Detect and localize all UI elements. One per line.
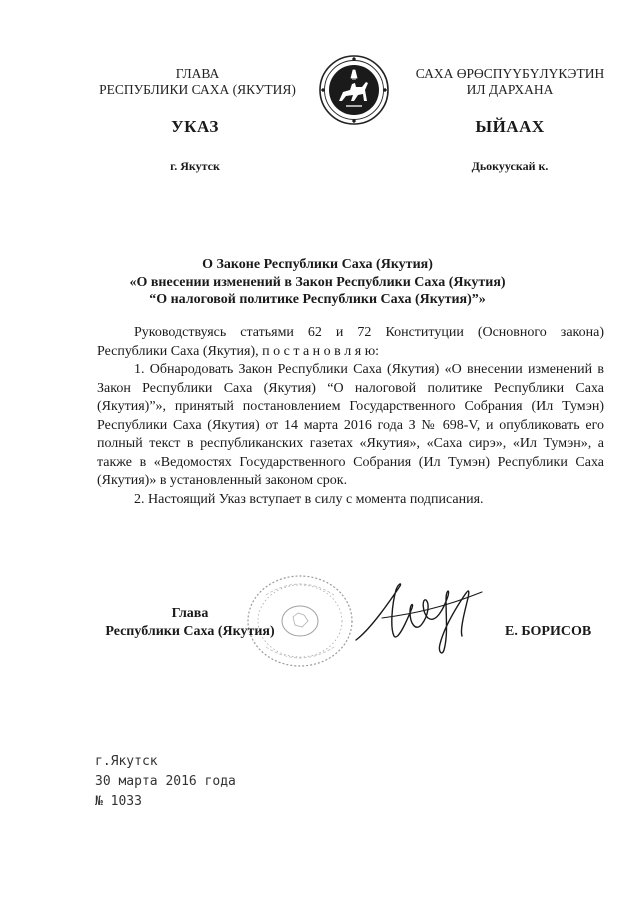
title-line-1: О Законе Республики Саха (Якутия)	[202, 257, 433, 272]
footer-number: № 1033	[95, 794, 142, 809]
document-footer	[95, 752, 236, 812]
body-paragraph-item-1: 1. Обнародовать Закон Республики Саха (Якутия) «О внесении изменений в Закон Республики Саха (Якутия) “О налоговой политике Республики Саха (Якутия)”», принятый постановлением Государственного Собрания (Ил Тумэн) Республики Саха (Якутия) от 14 марта 2016 года З № 698-V, и опубликовать его полный текст в республиканских газетах «Якутия», «Саха сирэ», «Ил Тумэн», а также в «Ведомостях Государственного Собрания (Ил Тумэн) Республики Саха (Якутия)» в установленный законом срок.	[97, 362, 604, 488]
title-line-2: «О внесении изменений в Закон Республики Саха (Якутия)	[129, 274, 506, 290]
signatory-name: Е. БОРИСОВ	[505, 624, 592, 639]
signatory-title	[95, 605, 285, 641]
footer-date: 30 марта 2016 года	[95, 774, 236, 789]
header-left-block	[85, 66, 310, 98]
header-right-block	[395, 66, 625, 98]
body-paragraph-preamble: Руководствуясь статьями 62 и 72 Конституции (Основного закона) Республики Саха (Якутия), п о с т а н о в л я ю:	[97, 325, 604, 359]
title-line-3: “О налоговой политике Республики Саха (Якутия)”»	[149, 292, 486, 307]
footer-city: г.Якутск	[95, 754, 158, 769]
signatory-title-line2: Республики Саха (Якутия)	[105, 624, 275, 639]
doc-type-left: УКАЗ	[171, 117, 219, 136]
handwritten-signature	[352, 578, 502, 658]
header-left-line2: РЕСПУБЛИКИ САХА (ЯКУТИЯ)	[99, 82, 296, 97]
header-right-line2: ИЛ ДАРХАНА	[466, 82, 554, 97]
coat-of-arms-sakha-icon	[318, 54, 390, 126]
signatory-title-line1: Глава	[171, 606, 209, 621]
doc-type-right: ЫЙААХ	[475, 117, 545, 136]
document-body	[97, 324, 604, 509]
header-right-line1: САХА ӨРӨСПҮҮБҮЛҮКЭТИН	[415, 66, 605, 81]
body-paragraph-item-2: 2. Настоящий Указ вступает в силу с момента подписания.	[134, 491, 484, 507]
city-right: Дьокуускай к.	[471, 159, 549, 173]
city-left: г. Якутск	[170, 159, 220, 173]
document-title	[95, 256, 540, 309]
header-left-line1: ГЛАВА	[175, 66, 220, 81]
